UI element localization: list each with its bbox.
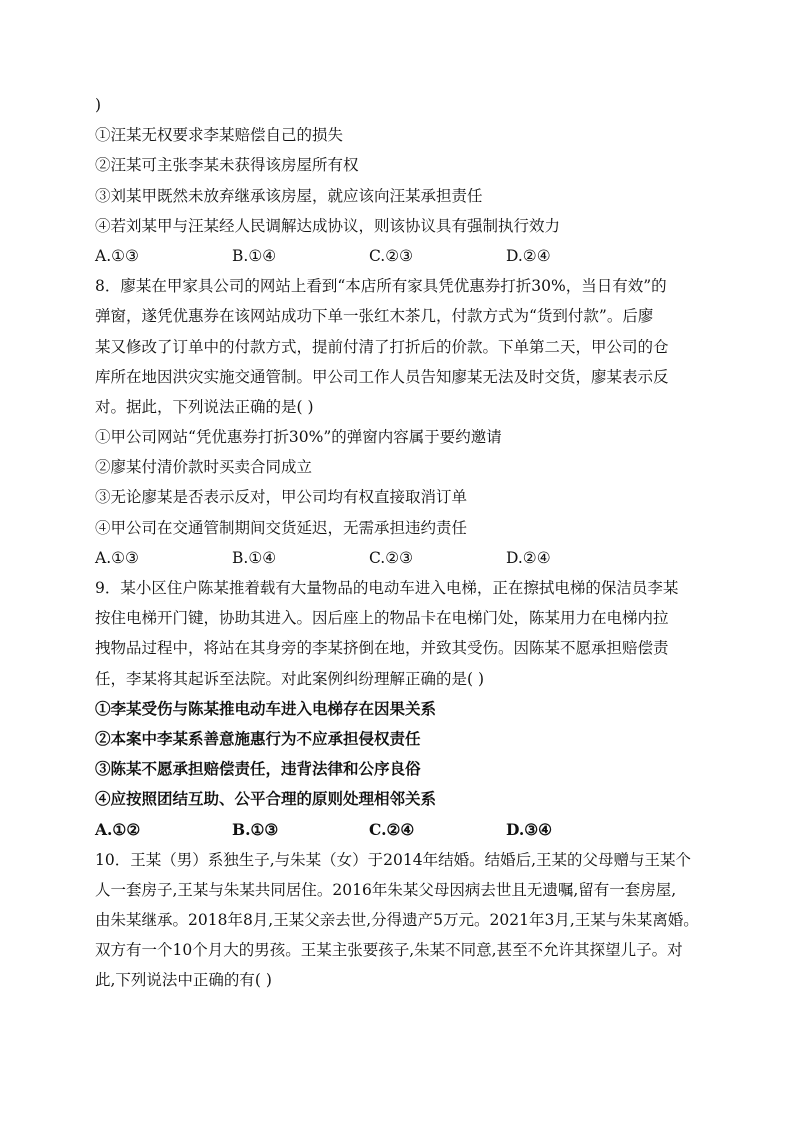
q9-statement-2: ②本案中李某系善意施惠行为不应承担侵权责任 <box>95 728 421 748</box>
q8-statement-3: ③无论廖某是否表示反对，甲公司均有权直接取消订单 <box>95 488 468 507</box>
q8-options <box>95 543 705 573</box>
q8-stem-line: 对。据此，下列说法正确的是( ) <box>95 397 314 416</box>
q9-option-d: D.③④ <box>506 819 553 839</box>
q8-option-a: A.①③ <box>95 548 139 567</box>
q9-option-c: C.②④ <box>369 819 415 839</box>
q9-option-a: A.①② <box>95 819 141 839</box>
q7-statement-1: ①汪某无权要求李某赔偿自己的损失 <box>95 126 344 145</box>
q8-statement-1: ①甲公司网站“凭优惠券打折30%”的弹窗内容属于要约邀请 <box>95 428 502 447</box>
q7-option-b: B.①④ <box>232 246 277 265</box>
q9-stem-line: 任，李某将其起诉至法院。对此案例纠纷理解正确的是( ) <box>95 669 485 688</box>
q7-option-a: A.①③ <box>95 246 139 265</box>
q8-statement-4: ④甲公司在交通管制期间交货延迟，无需承担违约责任 <box>95 518 468 537</box>
q9-options <box>95 815 705 845</box>
q9-statement-4: ④应按照团结互助、公平合理的原则处理相邻关系 <box>95 789 437 809</box>
q9-option-b: B.①③ <box>232 819 279 839</box>
q8-option-b: B.①④ <box>232 548 277 567</box>
q9-stem-line: 按住电梯开门键，协助其进入。因后座上的物品卡在电梯门处，陈某用力在电梯内拉 <box>95 609 669 628</box>
q8-option-d: D.②④ <box>506 548 551 567</box>
q9-statement-3: ③陈某不愿承担赔偿责任，违背法律和公序良俗 <box>95 759 421 779</box>
q7-option-c: C.②③ <box>369 246 414 265</box>
q8-stem-line: 8．廖某在甲家具公司的网站上看到“本店所有家具凭优惠券打折30%，当日有效”的 <box>95 277 667 296</box>
q9-statement-1: ①李某受伤与陈某推电动车进入电梯存在因果关系 <box>95 698 437 718</box>
q7-statement-2: ②汪某可主张李某未获得该房屋所有权 <box>95 156 359 175</box>
q7-stem-tail: ) <box>95 96 102 114</box>
q9-stem-line: 拽物品过程中，将站在其身旁的李某挤倒在地，并致其受伤。因陈某不愿承担赔偿责 <box>95 639 669 658</box>
q7-option-d: D.②④ <box>506 246 551 265</box>
q10-stem-line: 人一套房子,王某与朱某共同居住。2016年朱某父母因病去世且无遗嘱,留有一套房屋, <box>95 880 677 899</box>
q10-stem-line: 此,下列说法中正确的有( ) <box>95 971 272 990</box>
q10-stem-line: 双方有一个10个月大的男孩。王某主张要孩子,朱某不同意,甚至不允许其探望儿子。对 <box>95 941 683 960</box>
q8-stem-line: 某又修改了订单中的付款方式，提前付清了打折后的价款。下单第二天，甲公司的仓 <box>95 337 669 356</box>
q7-statement-4: ④若刘某甲与汪某经人民调解达成协议，则该协议具有强制执行效力 <box>95 216 561 235</box>
q9-stem-line: 9．某小区住户陈某推着载有大量物品的电动车进入电梯，正在擦拭电梯的保洁员李某 <box>95 579 679 597</box>
q7-statement-3: ③刘某甲既然未放弃继承该房屋，就应该向汪某承担责任 <box>95 186 483 205</box>
q10-stem-line: 10．王某（男）系独生子,与朱某（女）于2014年结婚。结婚后,王某的父母赠与王某个 <box>95 850 692 869</box>
q8-stem-line: 弹窗，遂凭优惠券在该网站成功下单一张红木茶几，付款方式为“货到付款”。后廖 <box>95 307 654 326</box>
q8-stem-line: 库所在地因洪灾实施交通管制。甲公司工作人员告知廖某无法及时交货，廖某表示反 <box>95 367 669 386</box>
q7-options <box>95 241 705 271</box>
q10-stem-line: 由朱某继承。2018年8月,王某父亲去世,分得遗产5万元。2021年3月,王某与朱某离婚。 <box>95 911 699 930</box>
q8-statement-2: ②廖某付清价款时买卖合同成立 <box>95 458 313 477</box>
q8-option-c: C.②③ <box>369 548 414 567</box>
exam-page <box>95 90 705 996</box>
